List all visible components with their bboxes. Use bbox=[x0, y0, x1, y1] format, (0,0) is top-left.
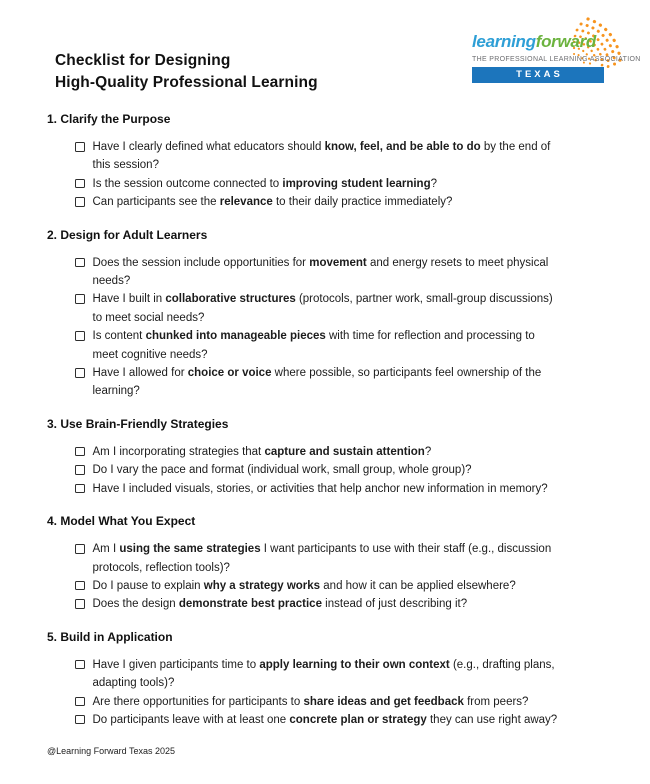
item-text bbox=[93, 577, 516, 595]
checklist-item bbox=[75, 254, 615, 291]
checklist bbox=[47, 112, 615, 756]
item-text bbox=[93, 327, 535, 364]
checklist-item bbox=[75, 290, 615, 327]
text-segment: Is the session outcome connected to bbox=[92, 177, 283, 190]
checklist-sections bbox=[47, 112, 615, 729]
section-heading: 5. Build in Application bbox=[47, 629, 173, 644]
checkbox[interactable] bbox=[75, 581, 85, 591]
checklist-item bbox=[75, 327, 615, 364]
footer-credit: @Learning Forward Texas 2025 bbox=[47, 746, 176, 757]
checkbox[interactable] bbox=[75, 447, 85, 457]
checkbox[interactable] bbox=[75, 179, 85, 189]
item-text bbox=[93, 461, 472, 479]
item-text bbox=[93, 540, 552, 577]
text-segment: adapting tools)? bbox=[92, 677, 175, 690]
item-text bbox=[93, 364, 542, 401]
text-segment: Does the session include opportunities for bbox=[92, 256, 310, 269]
text-segment: apply learning to their own context bbox=[259, 658, 450, 671]
text-segment: Am I incorporating strategies that bbox=[92, 445, 265, 458]
checkbox[interactable] bbox=[75, 599, 85, 609]
checklist-item bbox=[75, 656, 615, 693]
section-items bbox=[75, 540, 615, 614]
section-items bbox=[75, 656, 615, 730]
text-segment: needs? bbox=[92, 275, 131, 288]
text-segment: Do I vary the pace and format (individual work, small group, whole group)? bbox=[92, 464, 472, 477]
checkbox[interactable] bbox=[75, 331, 85, 341]
checkbox[interactable] bbox=[75, 697, 85, 707]
text-segment: by the end of bbox=[480, 141, 551, 153]
text-segment: Is content bbox=[92, 330, 146, 343]
item-text bbox=[93, 175, 438, 193]
text-segment: Have I given participants time to bbox=[92, 658, 260, 671]
page-title-line2: High-Quality Professional Learning bbox=[55, 74, 318, 91]
text-segment: with time for reflection and processing to bbox=[325, 330, 535, 343]
item-text bbox=[93, 193, 453, 211]
text-segment: Can participants see the bbox=[92, 196, 220, 209]
text-segment: meet cognitive needs? bbox=[92, 348, 208, 361]
text-segment: this session? bbox=[92, 159, 159, 172]
checklist-item bbox=[75, 138, 615, 175]
page-title-line1: Checklist for Designing bbox=[55, 52, 231, 69]
item-text bbox=[93, 656, 555, 693]
text-segment: ? bbox=[430, 177, 438, 190]
text-segment: Have I clearly defined what educators should bbox=[92, 141, 325, 153]
text-segment: they can use right away? bbox=[426, 713, 558, 726]
text-segment: Have I allowed for bbox=[92, 367, 188, 380]
text-segment: using the same strategies bbox=[119, 543, 261, 556]
text-segment: to meet social needs? bbox=[92, 311, 205, 324]
logo-wordmark-learning: learning bbox=[472, 32, 536, 51]
section-heading: 2. Design for Adult Learners bbox=[47, 227, 208, 242]
text-segment: choice or voice bbox=[187, 367, 272, 380]
checkbox[interactable] bbox=[75, 142, 85, 152]
text-segment: to their daily practice immediately? bbox=[272, 196, 453, 209]
text-segment: (e.g., drafting plans, bbox=[449, 658, 555, 671]
checkbox[interactable] bbox=[75, 368, 85, 378]
section bbox=[47, 112, 615, 212]
checkbox[interactable] bbox=[75, 294, 85, 304]
text-segment: (protocols, partner work, small-group discussions) bbox=[295, 293, 553, 306]
checklist-item bbox=[75, 461, 615, 479]
text-segment: why a strategy works bbox=[203, 579, 321, 592]
checklist-item bbox=[75, 443, 615, 461]
checkbox[interactable] bbox=[75, 465, 85, 475]
logo-texas-banner: TEXAS bbox=[472, 67, 604, 83]
text-segment: relevance bbox=[219, 196, 273, 209]
text-segment: where possible, so participants feel ownership of the bbox=[271, 367, 542, 380]
item-text bbox=[93, 290, 553, 327]
checkbox[interactable] bbox=[75, 660, 85, 670]
section bbox=[47, 228, 615, 401]
text-segment: demonstrate best practice bbox=[178, 598, 322, 611]
section-heading: 1. Clarify the Purpose bbox=[47, 112, 171, 126]
section-items bbox=[75, 254, 615, 401]
checklist-item bbox=[75, 693, 615, 711]
text-segment: and energy resets to meet physical bbox=[366, 256, 549, 269]
logo-wordmark-forward: forward bbox=[535, 32, 596, 51]
checkbox[interactable] bbox=[75, 544, 85, 554]
text-segment: Am I bbox=[92, 543, 120, 556]
checklist-item bbox=[75, 364, 615, 401]
text-segment: learning? bbox=[92, 385, 140, 398]
text-segment: Have I built in bbox=[92, 293, 166, 306]
section bbox=[47, 514, 615, 614]
checklist-item bbox=[75, 193, 615, 211]
checkbox[interactable] bbox=[75, 484, 85, 494]
checklist-item bbox=[75, 175, 615, 193]
page-title bbox=[55, 50, 318, 94]
text-segment: instead of just describing it? bbox=[321, 598, 468, 611]
text-segment: ? bbox=[424, 445, 432, 458]
text-segment: improving student learning bbox=[282, 177, 431, 190]
text-segment: Does the design bbox=[92, 598, 179, 611]
section-heading: 3. Use Brain-Friendly Strategies bbox=[47, 416, 229, 431]
text-segment: Have I included visuals, stories, or activities that help anchor new information in memory? bbox=[92, 482, 548, 495]
text-segment: chunked into manageable pieces bbox=[145, 330, 326, 343]
text-segment: and how it can be applied elsewhere? bbox=[320, 579, 516, 592]
checklist-item bbox=[75, 540, 615, 577]
checkbox[interactable] bbox=[75, 258, 85, 268]
item-text bbox=[93, 480, 548, 498]
item-text bbox=[93, 693, 529, 711]
item-text bbox=[93, 138, 551, 175]
checklist-item bbox=[75, 711, 615, 729]
text-segment: concrete plan or strategy bbox=[289, 713, 427, 726]
section-heading: 4. Model What You Expect bbox=[47, 514, 196, 529]
item-text bbox=[93, 254, 549, 291]
section-items bbox=[75, 138, 615, 212]
text-segment: Are there opportunities for participants to bbox=[92, 695, 304, 708]
logo-wordmark bbox=[472, 32, 642, 52]
item-text bbox=[93, 595, 468, 613]
text-segment: collaborative structures bbox=[165, 293, 296, 306]
text-segment: I want participants to use with their staff (e.g., discussion bbox=[260, 543, 552, 556]
checklist-item bbox=[75, 577, 615, 595]
text-segment: share ideas and get feedback bbox=[303, 695, 464, 708]
section bbox=[47, 417, 615, 498]
learning-forward-texas-logo bbox=[472, 16, 642, 92]
text-segment: Do participants leave with at least one bbox=[92, 713, 290, 726]
checkbox[interactable] bbox=[75, 715, 85, 725]
checklist-item bbox=[75, 595, 615, 613]
text-segment: movement bbox=[309, 256, 367, 269]
section-items bbox=[75, 443, 615, 498]
text-segment: know, feel, and be able to do bbox=[324, 141, 481, 153]
text-segment: capture and sustain attention bbox=[264, 445, 425, 458]
text-segment: Do I pause to explain bbox=[92, 579, 204, 592]
logo-tagline: THE PROFESSIONAL LEARNING ASSOCIATION bbox=[472, 56, 641, 63]
checkbox[interactable] bbox=[75, 197, 85, 207]
section bbox=[47, 630, 615, 730]
text-segment: from peers? bbox=[463, 695, 529, 708]
checklist-item bbox=[75, 480, 615, 498]
item-text bbox=[93, 711, 558, 729]
item-text bbox=[93, 443, 432, 461]
text-segment: protocols, reflection tools)? bbox=[92, 561, 230, 574]
